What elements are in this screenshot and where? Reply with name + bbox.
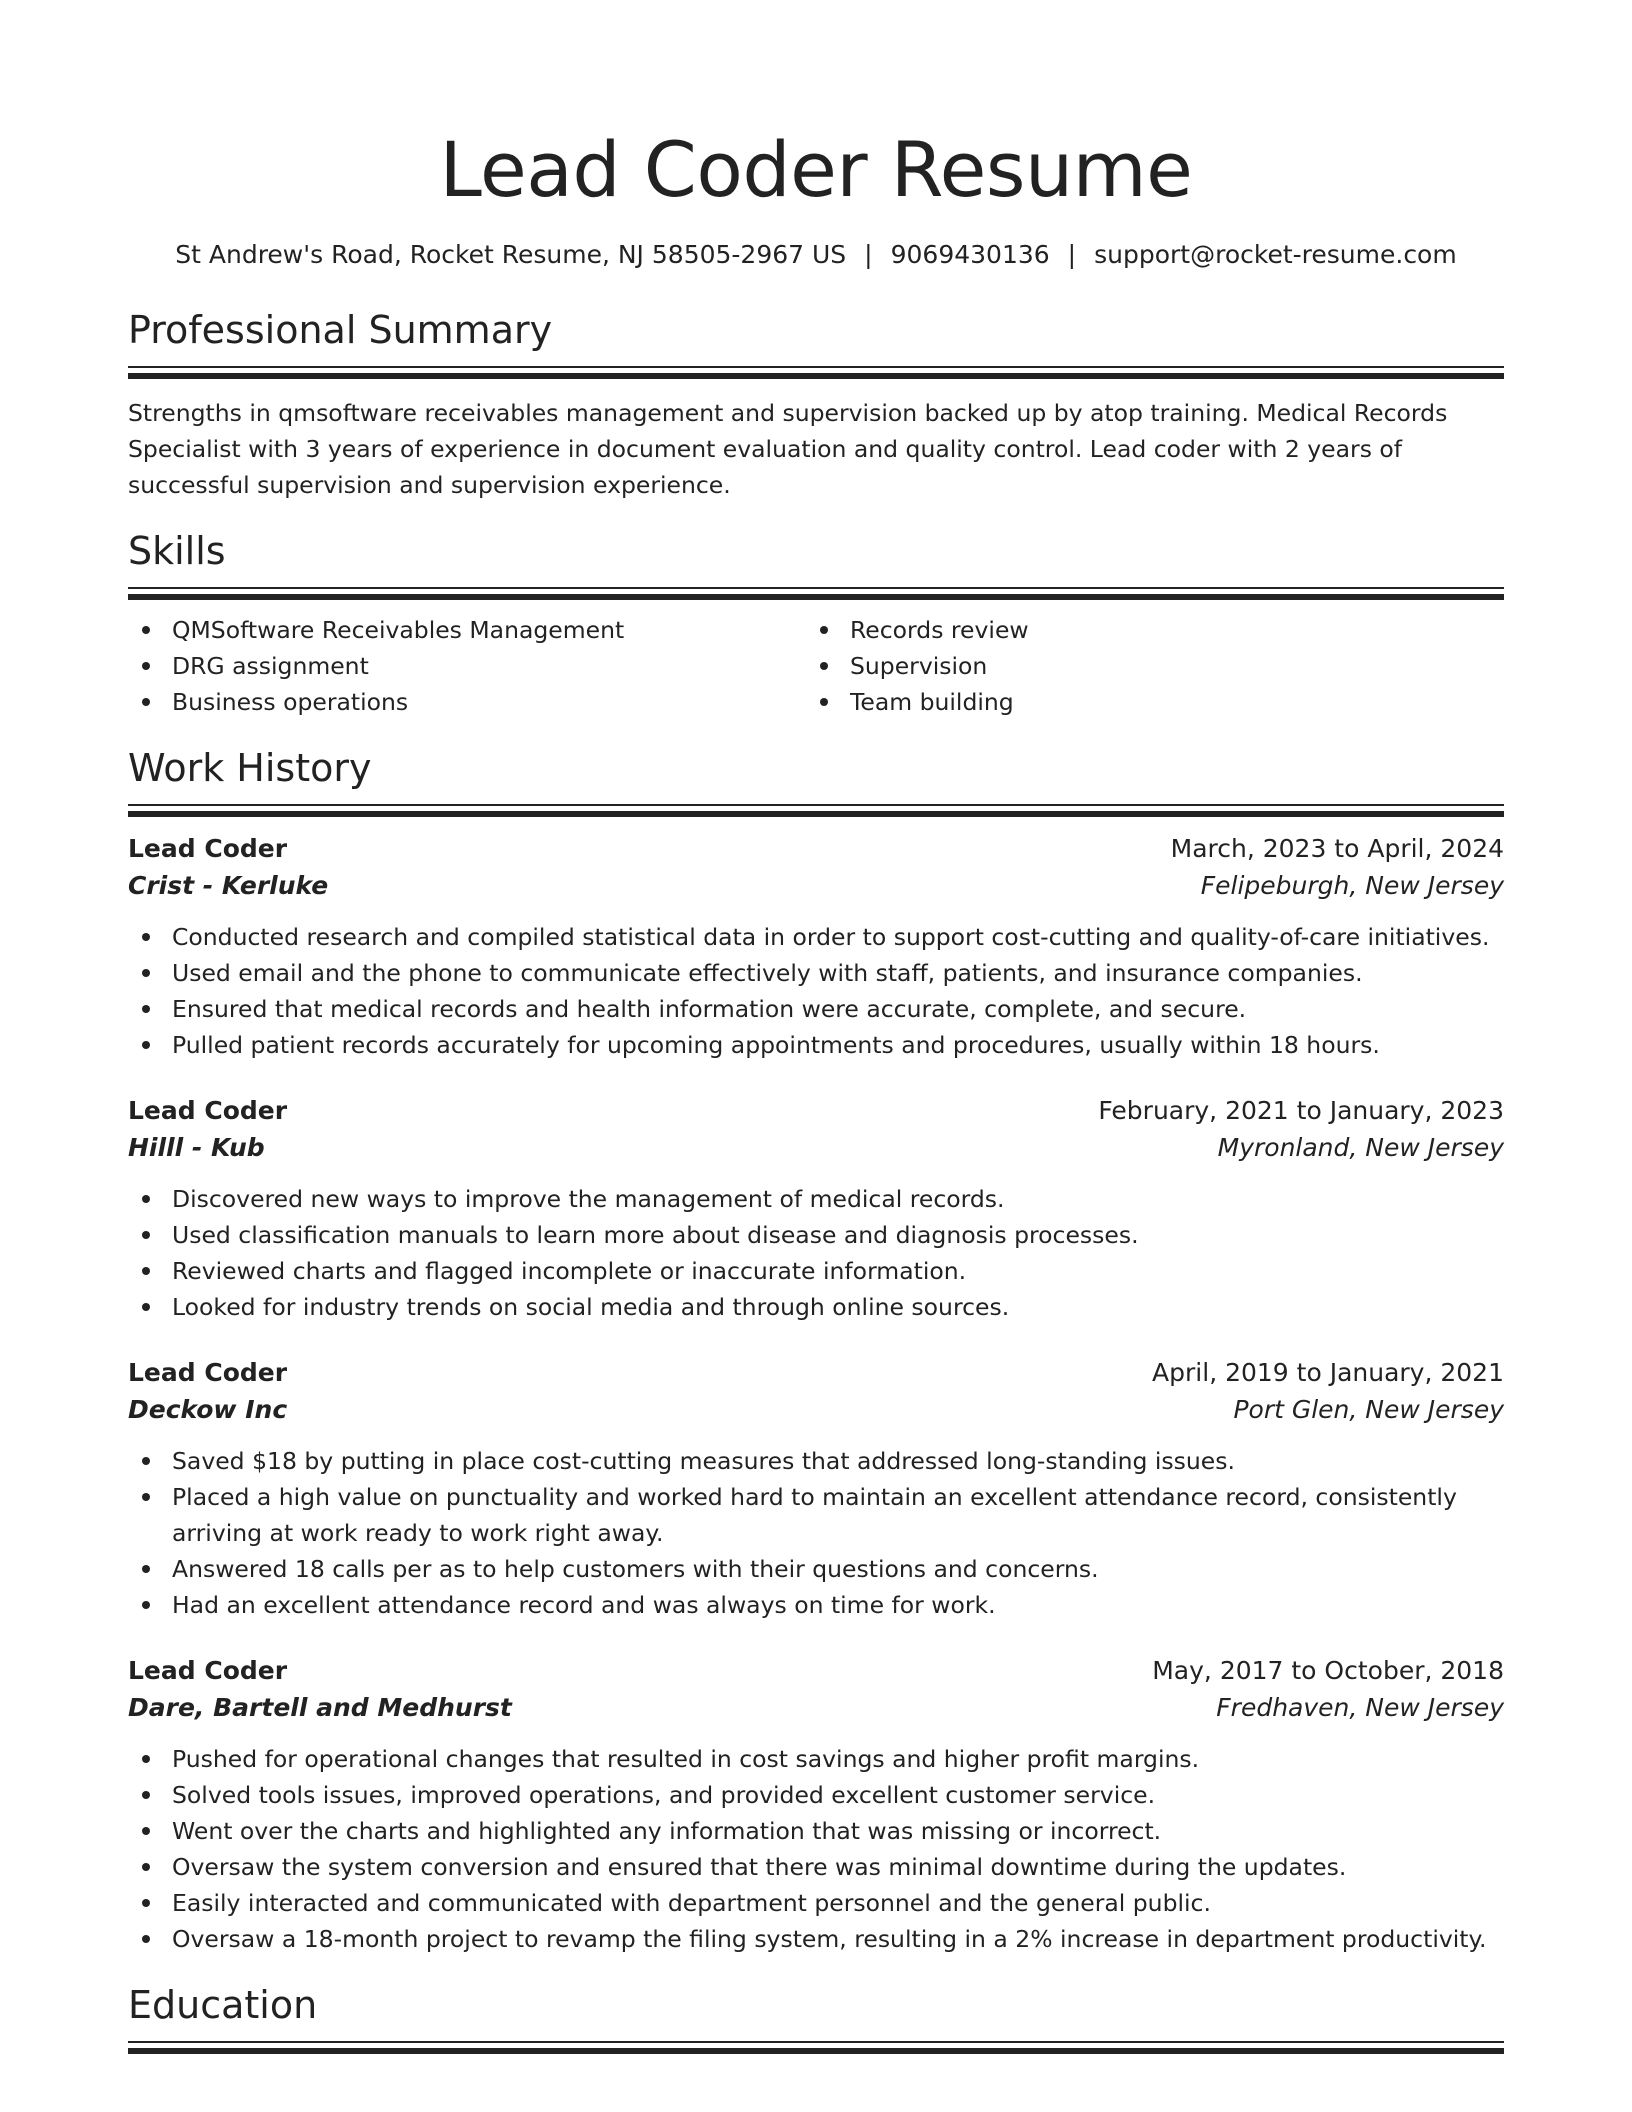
job-bullet: Oversaw the system conversion and ensured that there was minimal downtime during the updates.: [128, 1849, 1504, 1885]
job-bullet: Conducted research and compiled statistical data in order to support cost-cutting and quality-of-care initiatives.: [128, 919, 1504, 955]
contact-phone: 9069430136: [890, 240, 1050, 269]
job-location: Fredhaven, New Jersey: [1216, 1693, 1504, 1722]
job-title: Lead Coder: [128, 1096, 288, 1125]
job-bullet: Used email and the phone to communicate effectively with staff, patients, and insurance companies.: [128, 955, 1504, 991]
job-company: Crist - Kerluke: [128, 871, 329, 900]
job-company: Dare, Bartell and Medhurst: [128, 1693, 512, 1722]
section-divider: [128, 804, 1504, 815]
education-section: [128, 1981, 1504, 2052]
job-title: Lead Coder: [128, 834, 288, 863]
job-header: [128, 1355, 1504, 1391]
job-header: [128, 831, 1504, 867]
job-title: Lead Coder: [128, 1358, 288, 1387]
job-bullet: Had an excellent attendance record and was always on time for work.: [128, 1587, 1504, 1623]
job-location: Port Glen, New Jersey: [1233, 1395, 1504, 1424]
skill-item: QMSoftware Receivables Management: [128, 612, 806, 648]
section-divider: [128, 587, 1504, 598]
summary-section: [128, 306, 1504, 503]
work-history-heading: Work History: [128, 746, 372, 790]
skill-item: Supervision: [806, 648, 1484, 684]
skills-list: [128, 612, 1504, 720]
job-company: Deckow Inc: [128, 1395, 288, 1424]
summary-heading: Professional Summary: [128, 308, 553, 352]
work-history-section: [128, 744, 1504, 1957]
job-location: Myronland, New Jersey: [1217, 1133, 1504, 1162]
job-dates: February, 2021 to January, 2023: [1098, 1096, 1504, 1125]
resume-title: Lead Coder Resume: [439, 125, 1193, 214]
contact-separator: |: [864, 240, 873, 269]
job-entry: [128, 1093, 1504, 1325]
job-bullets: [128, 1741, 1504, 1957]
job-bullet: Easily interacted and communicated with department personnel and the general public.: [128, 1885, 1504, 1921]
section-divider: [128, 2041, 1504, 2052]
skill-item: DRG assignment: [128, 648, 806, 684]
job-subheader: [128, 867, 1504, 905]
job-header: [128, 1093, 1504, 1129]
job-subheader: [128, 1391, 1504, 1429]
job-bullet: Went over the charts and highlighted any information that was missing or incorrect.: [128, 1813, 1504, 1849]
education-heading: Education: [128, 1983, 318, 2027]
job-bullets: [128, 1181, 1504, 1325]
job-bullet: Ensured that medical records and health information were accurate, complete, and secure.: [128, 991, 1504, 1027]
job-entry: [128, 1653, 1504, 1957]
job-entry: [128, 1355, 1504, 1623]
job-subheader: [128, 1129, 1504, 1167]
skills-column-right: [806, 612, 1484, 720]
job-title: Lead Coder: [128, 1656, 288, 1685]
skills-column-left: [128, 612, 806, 720]
job-entry: [128, 831, 1504, 1063]
job-bullet: Reviewed charts and flagged incomplete or inaccurate information.: [128, 1253, 1504, 1289]
job-bullet: Pulled patient records accurately for upcoming appointments and procedures, usually within 18 hours.: [128, 1027, 1504, 1063]
job-bullet: Discovered new ways to improve the management of medical records.: [128, 1181, 1504, 1217]
job-bullet: Pushed for operational changes that resulted in cost savings and higher profit margins.: [128, 1741, 1504, 1777]
section-divider: [128, 366, 1504, 377]
contact-address: St Andrew's Road, Rocket Resume, NJ 58505-2967 US: [175, 240, 847, 269]
job-bullet: Placed a high value on punctuality and worked hard to maintain an excellent attendance record, consistently arriving at work ready to work right away.: [128, 1479, 1504, 1551]
skill-item: Team building: [806, 684, 1484, 720]
job-bullet: Solved tools issues, improved operations, and provided excellent customer service.: [128, 1777, 1504, 1813]
summary-text: Strengths in qmsoftware receivables management and supervision backed up by atop training. Medical Records Specialist with 3 years of experience in document evaluation and quality control. Lead coder with 2 years of successful supervision and supervision experience.: [128, 399, 1448, 499]
resume-page: [128, 0, 1504, 2052]
job-location: Felipeburgh, New Jersey: [1200, 871, 1504, 900]
job-dates: May, 2017 to October, 2018: [1152, 1656, 1504, 1685]
job-header: [128, 1653, 1504, 1689]
job-bullets: [128, 1443, 1504, 1623]
job-bullet: Saved $18 by putting in place cost-cutting measures that addressed long-standing issues.: [128, 1443, 1504, 1479]
skill-item: Records review: [806, 612, 1484, 648]
job-company: Hilll - Kub: [128, 1133, 265, 1162]
job-bullet: Oversaw a 18-month project to revamp the filing system, resulting in a 2% increase in department productivity.: [128, 1921, 1504, 1957]
job-bullet: Looked for industry trends on social media and through online sources.: [128, 1289, 1504, 1325]
job-dates: March, 2023 to April, 2024: [1170, 834, 1504, 863]
job-bullets: [128, 919, 1504, 1063]
job-dates: April, 2019 to January, 2021: [1152, 1358, 1504, 1387]
job-bullet: Answered 18 calls per as to help customers with their questions and concerns.: [128, 1551, 1504, 1587]
job-subheader: [128, 1689, 1504, 1727]
contact-separator: |: [1067, 240, 1077, 269]
contact-line: [128, 238, 1504, 272]
skills-heading: Skills: [128, 529, 226, 573]
job-bullet: Used classification manuals to learn more about disease and diagnosis processes.: [128, 1217, 1504, 1253]
skills-section: [128, 527, 1504, 720]
contact-email: support@rocket-resume.com: [1094, 240, 1457, 269]
skill-item: Business operations: [128, 684, 806, 720]
